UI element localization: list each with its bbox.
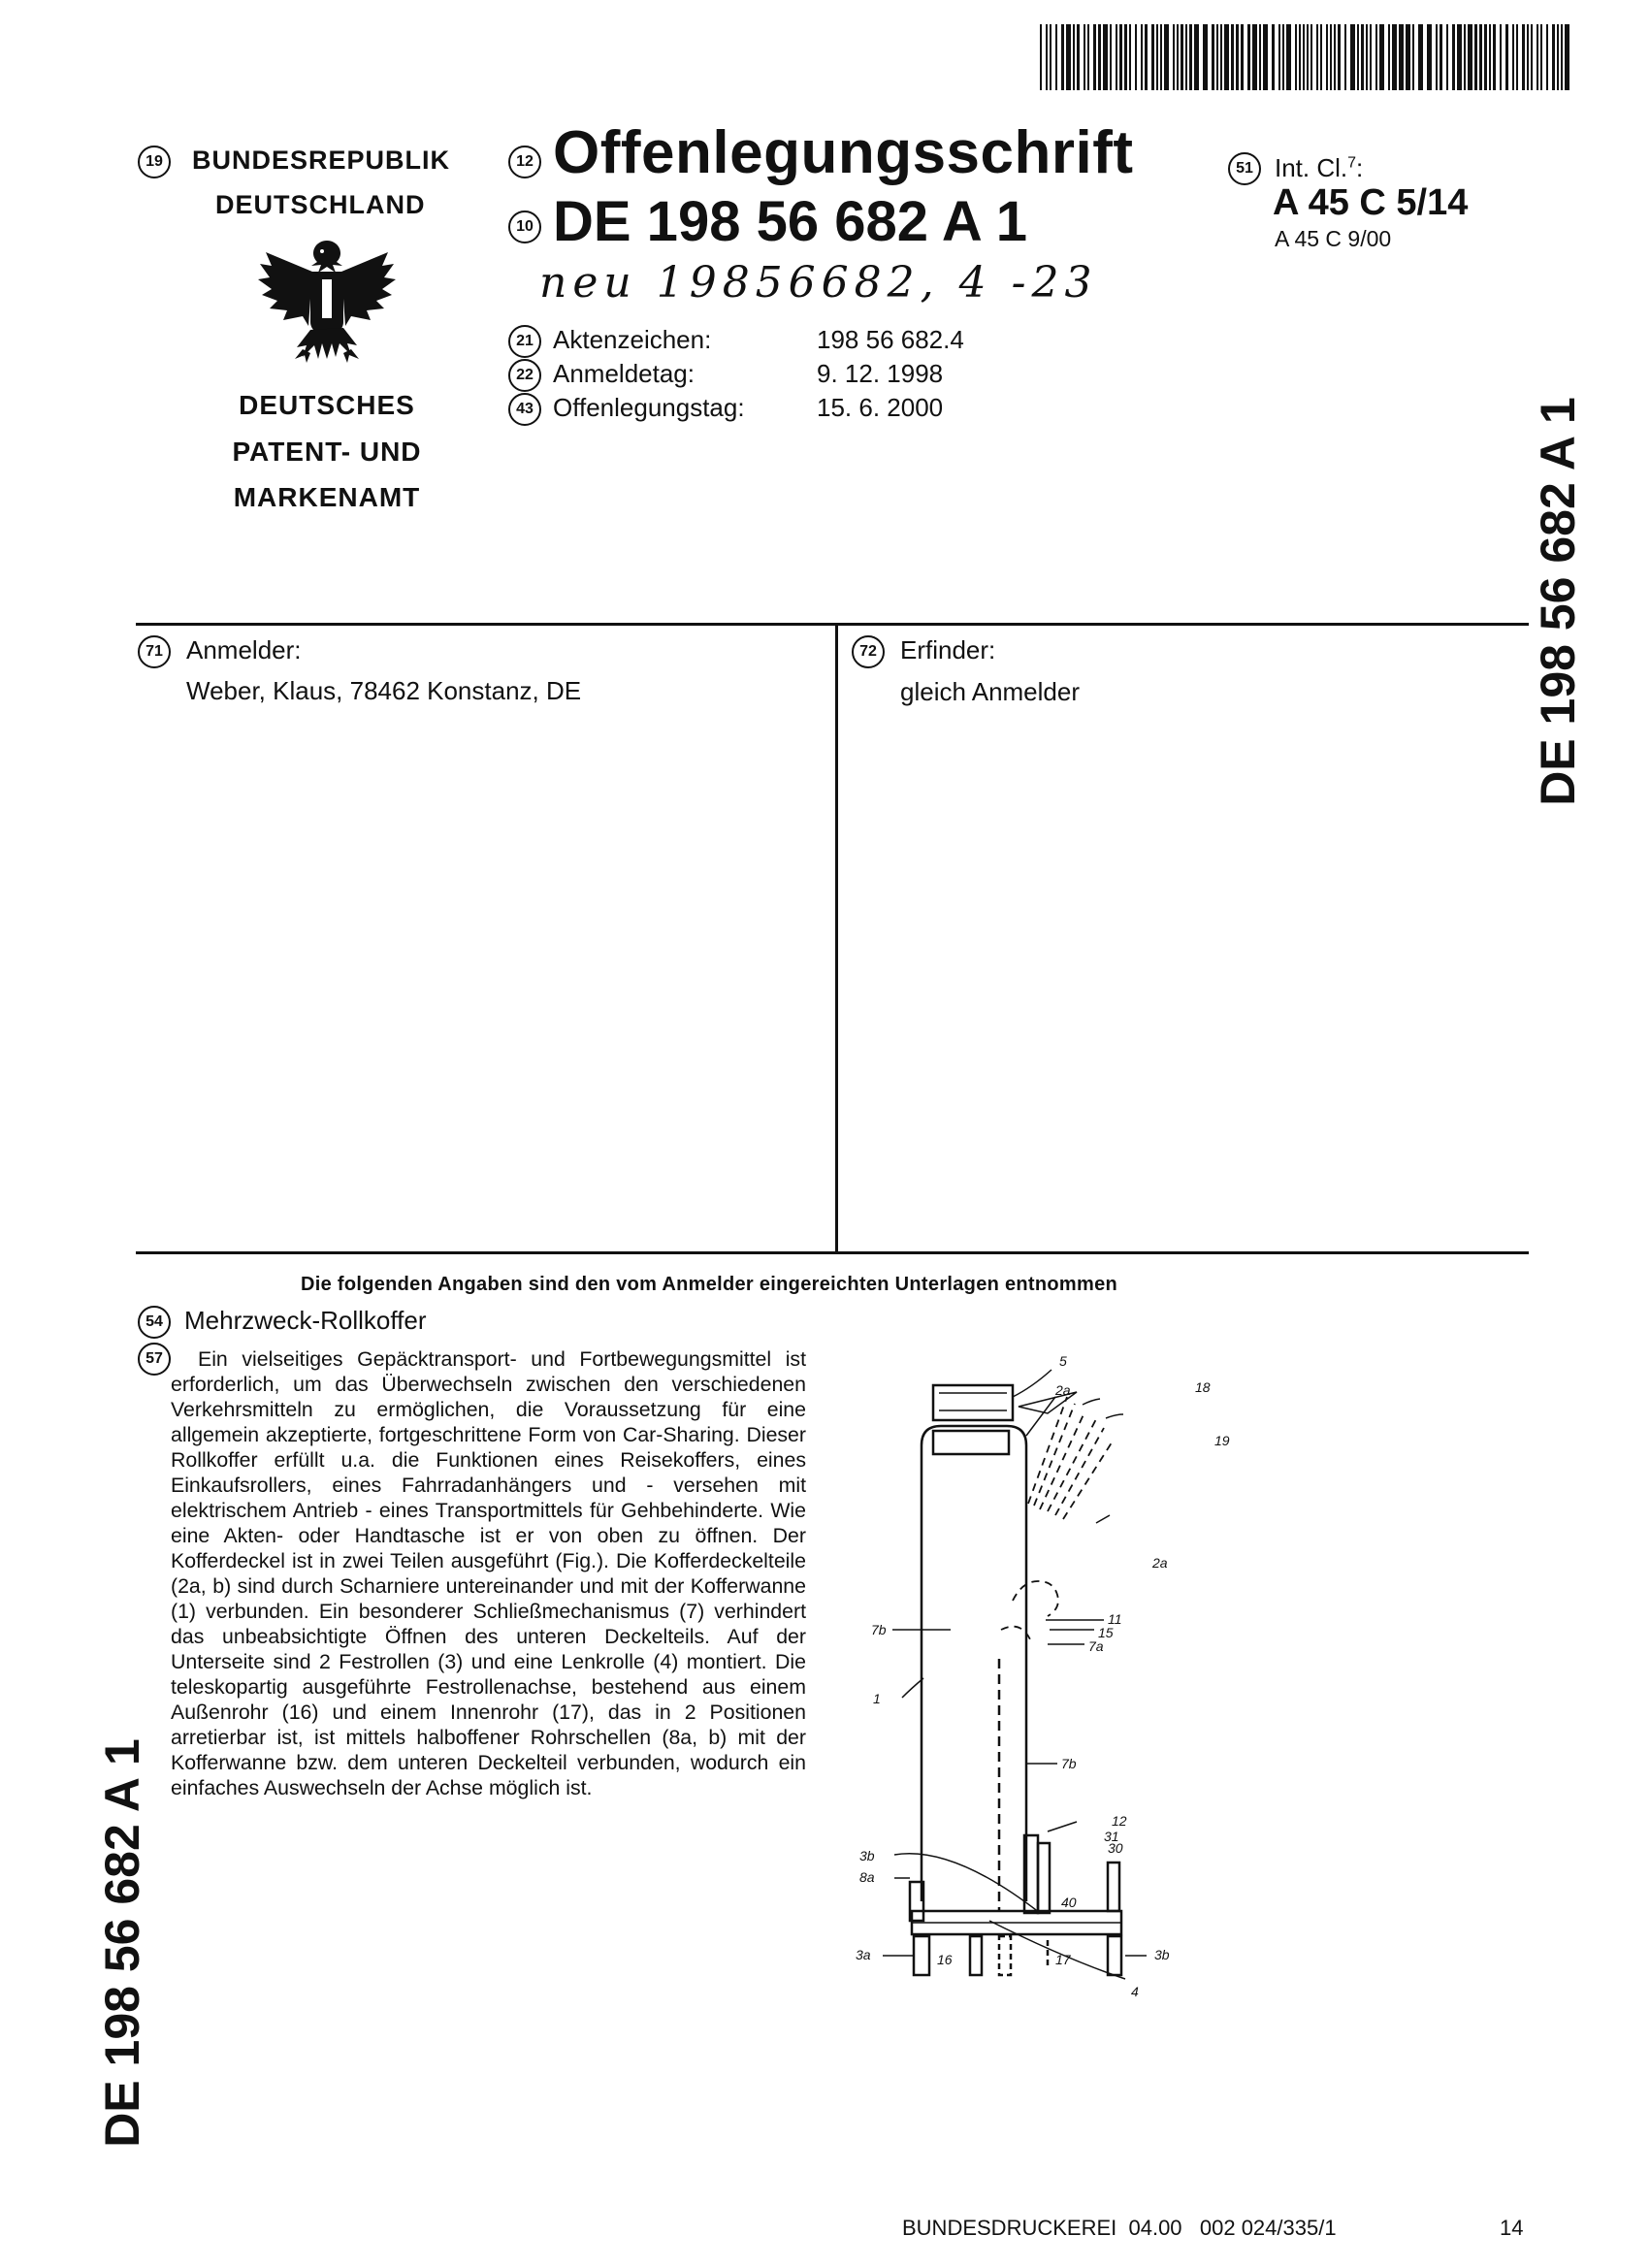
barcode-bar bbox=[1040, 24, 1042, 90]
figure-label: 16 bbox=[937, 1952, 953, 1967]
field-label-publication-date: Offenlegungstag: bbox=[553, 393, 745, 422]
figure-label: 2a bbox=[1152, 1555, 1168, 1571]
barcode-bar bbox=[1370, 24, 1372, 90]
inventor-label: Erfinder: bbox=[900, 635, 996, 664]
barcode-bar bbox=[1330, 24, 1332, 90]
figure-label: 15 bbox=[1098, 1625, 1114, 1640]
int-cl-label-text: Int. Cl. bbox=[1275, 153, 1348, 182]
barcode-bar bbox=[1540, 24, 1542, 90]
inid-22: 22 bbox=[508, 359, 541, 392]
barcode-bar bbox=[1338, 24, 1341, 90]
barcode-bar bbox=[1145, 24, 1148, 90]
barcode-bar bbox=[1061, 24, 1064, 90]
figure-label: 12 bbox=[1112, 1813, 1127, 1829]
barcode-bar bbox=[1212, 24, 1214, 90]
inid-12: 12 bbox=[508, 146, 541, 178]
int-cl-sub: A 45 C 9/00 bbox=[1275, 226, 1392, 251]
barcode-bar bbox=[1156, 24, 1158, 90]
barcode-bar bbox=[1505, 24, 1508, 90]
country-line1: BUNDESREPUBLIK bbox=[192, 146, 451, 175]
handwritten-note: neu 19856682, 4 -23 bbox=[539, 258, 1098, 308]
barcode-bar bbox=[1375, 24, 1377, 90]
barcode-bar bbox=[1479, 24, 1482, 90]
barcode-bar bbox=[1110, 24, 1112, 90]
inid-43: 43 bbox=[508, 393, 541, 426]
figure-label: 4 bbox=[1131, 1984, 1139, 1999]
barcode-bar bbox=[1334, 24, 1336, 90]
inid-72: 72 bbox=[852, 635, 885, 668]
barcode-bar bbox=[1173, 24, 1175, 90]
barcode-bar bbox=[1177, 24, 1179, 90]
barcode-bar bbox=[1278, 24, 1280, 90]
barcode-bar bbox=[1252, 24, 1257, 90]
barcode-bar bbox=[1457, 24, 1462, 90]
figure-label: 5 bbox=[1059, 1353, 1067, 1369]
figure-label: 3b bbox=[1154, 1947, 1170, 1962]
figure-label: 11 bbox=[1108, 1611, 1122, 1627]
barcode-bar bbox=[1084, 24, 1085, 90]
barcode-bar bbox=[1500, 24, 1502, 90]
barcode-bar bbox=[1361, 24, 1364, 90]
barcode-bar bbox=[1194, 24, 1199, 90]
barcode-bar bbox=[1357, 24, 1359, 90]
barcode-bar bbox=[1320, 24, 1322, 90]
barcode-bar bbox=[1527, 24, 1529, 90]
barcode-bar bbox=[1379, 24, 1384, 90]
inid-57: 57 bbox=[138, 1343, 171, 1376]
barcode-bar bbox=[1412, 24, 1414, 90]
barcode-bar bbox=[1484, 24, 1487, 90]
barcode-bar bbox=[1326, 24, 1328, 90]
barcode-bar bbox=[1077, 24, 1080, 90]
inid-51: 51 bbox=[1228, 152, 1261, 185]
inid-21: 21 bbox=[508, 325, 541, 358]
figure-label: 7b bbox=[871, 1622, 887, 1637]
barcode-bar bbox=[1231, 24, 1234, 90]
barcode-bar bbox=[1098, 24, 1101, 90]
barcode-bar bbox=[1135, 24, 1137, 90]
barcode-bar bbox=[1073, 24, 1075, 90]
barcode-bar bbox=[1436, 24, 1438, 90]
inventor-value: gleich Anmelder bbox=[900, 677, 1080, 706]
inid-10: 10 bbox=[508, 211, 541, 243]
country-line2: DEUTSCHLAND bbox=[215, 190, 426, 219]
document-number: DE 198 56 682 A 1 bbox=[553, 190, 1028, 253]
applicant-value: Weber, Klaus, 78462 Konstanz, DE bbox=[186, 676, 582, 705]
figure-label: 17 bbox=[1055, 1952, 1071, 1967]
office-line3: MARKENAMT bbox=[233, 482, 421, 512]
barcode-bar bbox=[1474, 24, 1477, 90]
patent-figure bbox=[844, 1339, 1232, 2018]
barcode-bar bbox=[1307, 24, 1309, 90]
int-cl-label bbox=[1275, 153, 1363, 183]
divider-bottom bbox=[136, 1251, 1529, 1254]
applicant-notice: Die folgenden Angaben sind den vom Anmelder eingereichten Unterlagen entnommen bbox=[301, 1274, 1118, 1295]
field-value-publication-date: 15. 6. 2000 bbox=[817, 393, 944, 422]
barcode-bar bbox=[1468, 24, 1472, 90]
barcode-graphic bbox=[1040, 24, 1571, 90]
figure-label: 31 bbox=[1104, 1829, 1119, 1844]
barcode bbox=[1040, 24, 1571, 90]
side-document-number-right: DE 198 56 682 A 1 bbox=[1531, 397, 1585, 806]
barcode-bar bbox=[1561, 24, 1563, 90]
barcode-bar bbox=[1087, 24, 1089, 90]
barcode-bar bbox=[1464, 24, 1466, 90]
barcode-bar bbox=[1427, 24, 1432, 90]
int-cl-edition: 7 bbox=[1347, 154, 1357, 172]
barcode-bar bbox=[1537, 24, 1538, 90]
barcode-bar bbox=[1203, 24, 1208, 90]
barcode-bar bbox=[1552, 24, 1555, 90]
barcode-bar bbox=[1066, 24, 1071, 90]
barcode-bar bbox=[1299, 24, 1301, 90]
inid-54: 54 bbox=[138, 1306, 171, 1339]
barcode-bar bbox=[1516, 24, 1518, 90]
barcode-bar bbox=[1366, 24, 1368, 90]
barcode-bar bbox=[1489, 24, 1491, 90]
office-line1: DEUTSCHES bbox=[239, 390, 415, 420]
barcode-bar bbox=[1418, 24, 1423, 90]
figure-label: 7b bbox=[1061, 1756, 1077, 1771]
barcode-bar bbox=[1546, 24, 1548, 90]
barcode-bar bbox=[1236, 24, 1239, 90]
int-cl-label-colon: : bbox=[1356, 153, 1364, 182]
figure-label: 3a bbox=[856, 1947, 871, 1962]
barcode-bar bbox=[1103, 24, 1108, 90]
side-document-number-left: DE 198 56 682 A 1 bbox=[95, 1738, 149, 2148]
barcode-bar bbox=[1286, 24, 1291, 90]
barcode-bar bbox=[1185, 24, 1187, 90]
barcode-bar bbox=[1055, 24, 1057, 90]
barcode-bar bbox=[1164, 24, 1169, 90]
barcode-bar bbox=[1216, 24, 1218, 90]
barcode-bar bbox=[1406, 24, 1410, 90]
applicant-label: Anmelder: bbox=[186, 635, 302, 664]
field-value-filing-number: 198 56 682.4 bbox=[817, 325, 964, 354]
barcode-bar bbox=[1124, 24, 1127, 90]
figure-label: 30 bbox=[1108, 1840, 1123, 1856]
inid-19: 19 bbox=[138, 146, 171, 178]
field-label-filing-number: Aktenzeichen: bbox=[553, 325, 712, 354]
barcode-bar bbox=[1272, 24, 1275, 90]
field-label-filing-date: Anmeldetag: bbox=[553, 359, 695, 388]
barcode-bar bbox=[1344, 24, 1346, 90]
figure-label: 7a bbox=[1088, 1638, 1104, 1654]
field-value-filing-date: 9. 12. 1998 bbox=[817, 359, 944, 388]
divider-vertical bbox=[835, 623, 838, 1253]
figure-label: 8a bbox=[859, 1869, 875, 1885]
barcode-bar bbox=[1263, 24, 1268, 90]
barcode-bar bbox=[1160, 24, 1162, 90]
barcode-bar bbox=[1310, 24, 1312, 90]
figure-label: 19 bbox=[1214, 1433, 1230, 1448]
barcode-bar bbox=[1565, 24, 1569, 90]
barcode-bar bbox=[1452, 24, 1455, 90]
figure-label: 2a bbox=[1055, 1382, 1071, 1398]
barcode-bar bbox=[1116, 24, 1117, 90]
barcode-bar bbox=[1220, 24, 1222, 90]
barcode-bar bbox=[1282, 24, 1284, 90]
invention-title: Mehrzweck-Rollkoffer bbox=[184, 1306, 427, 1335]
document-type: Offenlegungsschrift bbox=[553, 119, 1134, 186]
barcode-bar bbox=[1316, 24, 1318, 90]
footer-page: 14 bbox=[1500, 2216, 1524, 2240]
barcode-bar bbox=[1350, 24, 1355, 90]
barcode-bar bbox=[1557, 24, 1559, 90]
barcode-bar bbox=[1050, 24, 1051, 90]
figure-label: 18 bbox=[1195, 1379, 1211, 1395]
int-cl-main: A 45 C 5/14 bbox=[1273, 182, 1469, 223]
barcode-bar bbox=[1129, 24, 1131, 90]
federal-eagle-icon bbox=[254, 233, 400, 369]
barcode-bar bbox=[1531, 24, 1533, 90]
barcode-bar bbox=[1295, 24, 1297, 90]
barcode-bar bbox=[1392, 24, 1397, 90]
figure-label: 1 bbox=[873, 1691, 881, 1706]
barcode-bar bbox=[1399, 24, 1404, 90]
office-line2: PATENT- UND bbox=[232, 437, 422, 467]
barcode-bar bbox=[1189, 24, 1192, 90]
barcode-bar bbox=[1388, 24, 1390, 90]
barcode-bar bbox=[1141, 24, 1143, 90]
barcode-bar bbox=[1522, 24, 1525, 90]
barcode-bar bbox=[1224, 24, 1229, 90]
figure-label: 40 bbox=[1061, 1895, 1077, 1910]
barcode-bar bbox=[1440, 24, 1442, 90]
footer-printer: BUNDESDRUCKEREI 04.00 002 024/335/1 bbox=[902, 2216, 1337, 2240]
barcode-bar bbox=[1119, 24, 1122, 90]
barcode-bar bbox=[1151, 24, 1154, 90]
inid-71: 71 bbox=[138, 635, 171, 668]
barcode-bar bbox=[1241, 24, 1244, 90]
barcode-bar bbox=[1181, 24, 1183, 90]
barcode-bar bbox=[1303, 24, 1305, 90]
barcode-bar bbox=[1046, 24, 1048, 90]
divider-top bbox=[136, 623, 1529, 626]
abstract-text: Ein vielseitiges Gepäcktransport- und Fortbewegungsmittel ist erforderlich, um das Überwechseln zwischen den verschiedenen Verkehrsmitteln zu ermöglichen, die Voraussetzung für eine allgemein akzeptierte, fortgeschrittene Form von Car-Sharing. Dieser Rollkoffer erfüllt u.a. die Funktionen eines Reisekoffers, eines Einkaufsrollers, eines Fahrradanhängers und - versehen mit elektrischem Antrieb - eines Transportmittels für Gehbehinderte. Wie eine Akten- oder Handtasche ist er von oben zu öffnen. Der Kofferdeckel ist in zwei Teilen ausgeführt (Fig.). Die Kofferdeckelteile (2a, b) sind durch Scharniere untereinander und mit der Kofferwanne (1) verbunden. Ein besonderer Schließmechanismus (7) verhindert das unbeabsichtigte Öffnen des unteren Deckelteils. Auf der Unterseite sind 2 Festrollen (3) und eine Lenkrolle (4) montiert. Die teleskopartig ausgeführte Festrollenachse, bestehend aus einem Außenrohr (16) und einem Innenrohr (17), das in 2 Positionen arretierbar ist, ist mittels halboffener Rohrschellen (8a, b) mit der Kofferwanne bzw. dem unteren Deckelteil verbunden, wodurch ein einfaches Auswechseln der Achse möglich ist. bbox=[171, 1347, 806, 1799]
figure-label: 3b bbox=[859, 1848, 875, 1863]
barcode-bar bbox=[1512, 24, 1514, 90]
barcode-bar bbox=[1247, 24, 1250, 90]
barcode-bar bbox=[1493, 24, 1496, 90]
barcode-bar bbox=[1446, 24, 1448, 90]
barcode-bar bbox=[1093, 24, 1096, 90]
barcode-bar bbox=[1259, 24, 1261, 90]
